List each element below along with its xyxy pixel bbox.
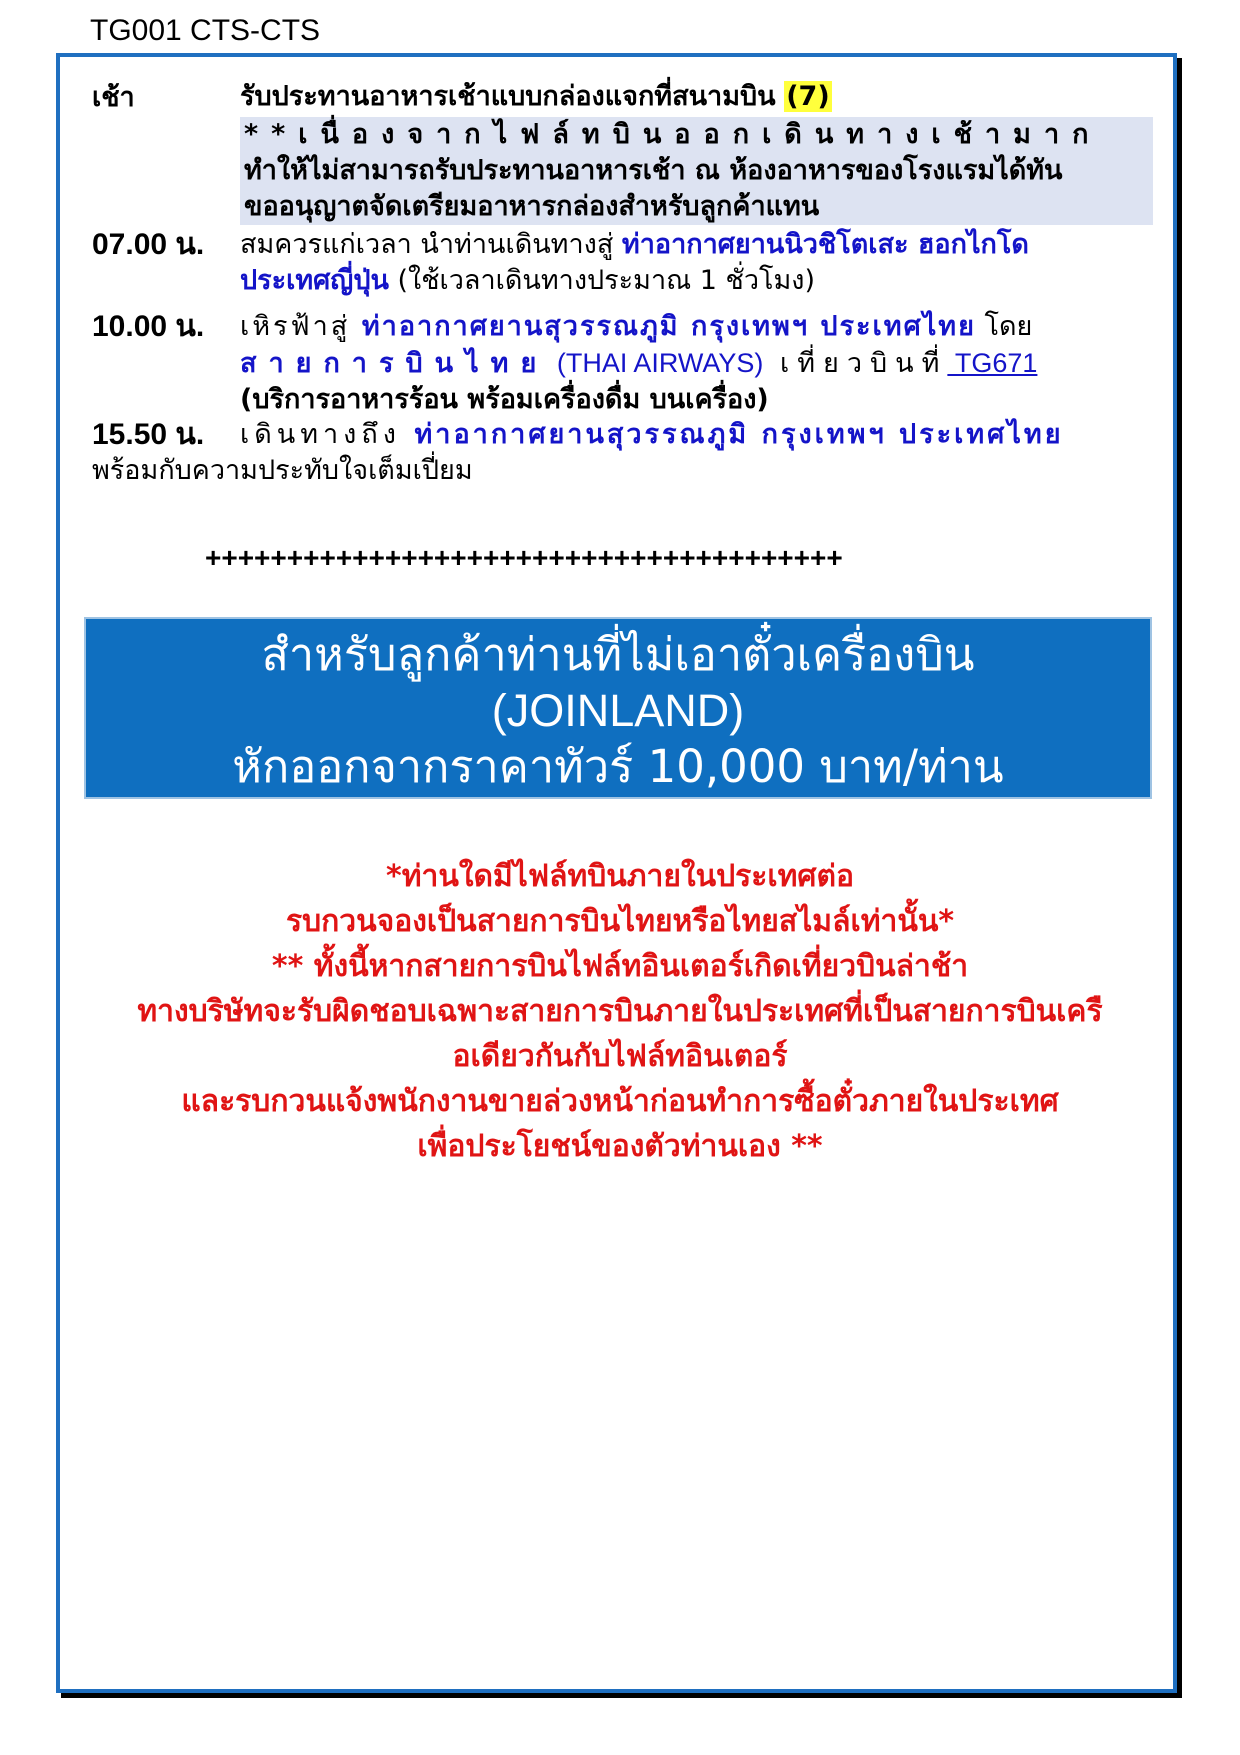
warning-line-3: ** ทั้งนี้หากสายการบินไฟล์ทอินเตอร์เกิดเที่ยวบินล่าช้า <box>271 949 969 984</box>
airline-name-th: สายการบินไทย <box>240 348 549 379</box>
joinland-banner <box>84 617 1152 799</box>
row-text: สมควรแก่เวลา นำท่านเดินทางสู่ <box>240 229 622 260</box>
country-name: ประเทศญี่ปุ่น <box>240 265 389 296</box>
airline-name-en: (THAI AIRWAYS) <box>556 348 764 378</box>
banner-line-2: (JOINLAND) <box>491 685 745 736</box>
warning-line-7: เพื่อประโยชน์ของตัวท่านเอง ** <box>417 1129 823 1164</box>
travel-duration: (ใช้เวลาเดินทางประมาณ 1 ชั่วโมง) <box>388 265 816 296</box>
row-time: 07.00 น. <box>92 228 205 261</box>
airport-name: ท่าอากาศยานสุวรรณภูมิ กรุงเทพฯ ประเทศไทย <box>414 419 1064 450</box>
domestic-flight-warning <box>70 854 1170 1169</box>
warning-line-4: ทางบริษัทจะรับผิดชอบเฉพาะสายการบินภายในประเทศที่เป็นสายการบินเครื <box>137 994 1103 1029</box>
airport-name: ท่าอากาศยานสุวรรณภูมิ กรุงเทพฯ ประเทศไทย <box>361 311 976 342</box>
row-text: เดินทางถึง <box>240 419 415 450</box>
closing-text: พร้อมกับความประทับใจเต็มเปี่ยม <box>92 455 473 486</box>
note-line-2: ทำให้ไม่สามารถรับประทานอาหารเช้า ณ ห้องอาหารของโรงแรมได้ทัน <box>244 155 1063 186</box>
breakfast-text: รับประทานอาหารเช้าแบบกล่องแจกที่สนามบิน <box>240 81 776 112</box>
section-separator: +++++++++++++++++++++++++++++++++++++++ <box>205 542 843 573</box>
note-line-1: **เนื่องจากไฟล์ทบินออกเดินทางเช้ามาก <box>244 119 1102 150</box>
breakfast-note <box>240 117 1153 225</box>
flight-label: เที่ยวบินที่ <box>763 348 948 379</box>
banner-line-1: สำหรับลูกค้าท่านที่ไม่เอาตั๋วเครื่องบิน <box>261 628 975 681</box>
row-description <box>240 417 1150 453</box>
warning-line-5: อเดียวกันกับไฟล์ทอินเตอร์ <box>452 1039 788 1074</box>
warning-line-2: รบกวนจองเป็นสายการบินไทยหรือไทยสไมล์เท่านั้น* <box>285 904 955 939</box>
itinerary-frame <box>56 53 1177 1693</box>
row-text: เหิรฟ้าสู่ <box>240 311 362 342</box>
row-time: 15.50 น. <box>92 418 205 451</box>
airport-name: ท่าอากาศยานนิวชิโตเสะ ฮอกไกโด <box>621 229 1029 260</box>
note-line-3: ขออนุญาตจัดเตรียมอาหารกล่องสำหรับลูกค้าแทน <box>244 191 820 222</box>
row-description <box>240 79 1150 225</box>
banner-line-3: หักออกจากราคาทัวร์ 10,000 บาท/ท่าน <box>232 740 1004 793</box>
flight-code-header: TG001 CTS-CTS <box>90 14 321 47</box>
row-description <box>240 309 1150 418</box>
inflight-service: (บริการอาหารร้อน พร้อมเครื่องดื่ม บนเครื่อง) <box>240 384 769 415</box>
warning-line-1: *ท่านใดมีไฟล์ทบินภายในประเทศต่อ <box>386 859 854 894</box>
warning-line-6: และรบกวนแจ้งพนักงานขายล่วงหน้าก่อนทำการซื้อตั๋วภายในประเทศ <box>181 1084 1059 1119</box>
row-time: เช้า <box>92 82 135 112</box>
row-time: 10.00 น. <box>92 310 205 343</box>
by-word: โดย <box>975 311 1033 342</box>
flight-number: TG671 <box>947 348 1038 378</box>
meal-count-badge: (7) <box>786 81 830 112</box>
row-description <box>240 227 1150 299</box>
